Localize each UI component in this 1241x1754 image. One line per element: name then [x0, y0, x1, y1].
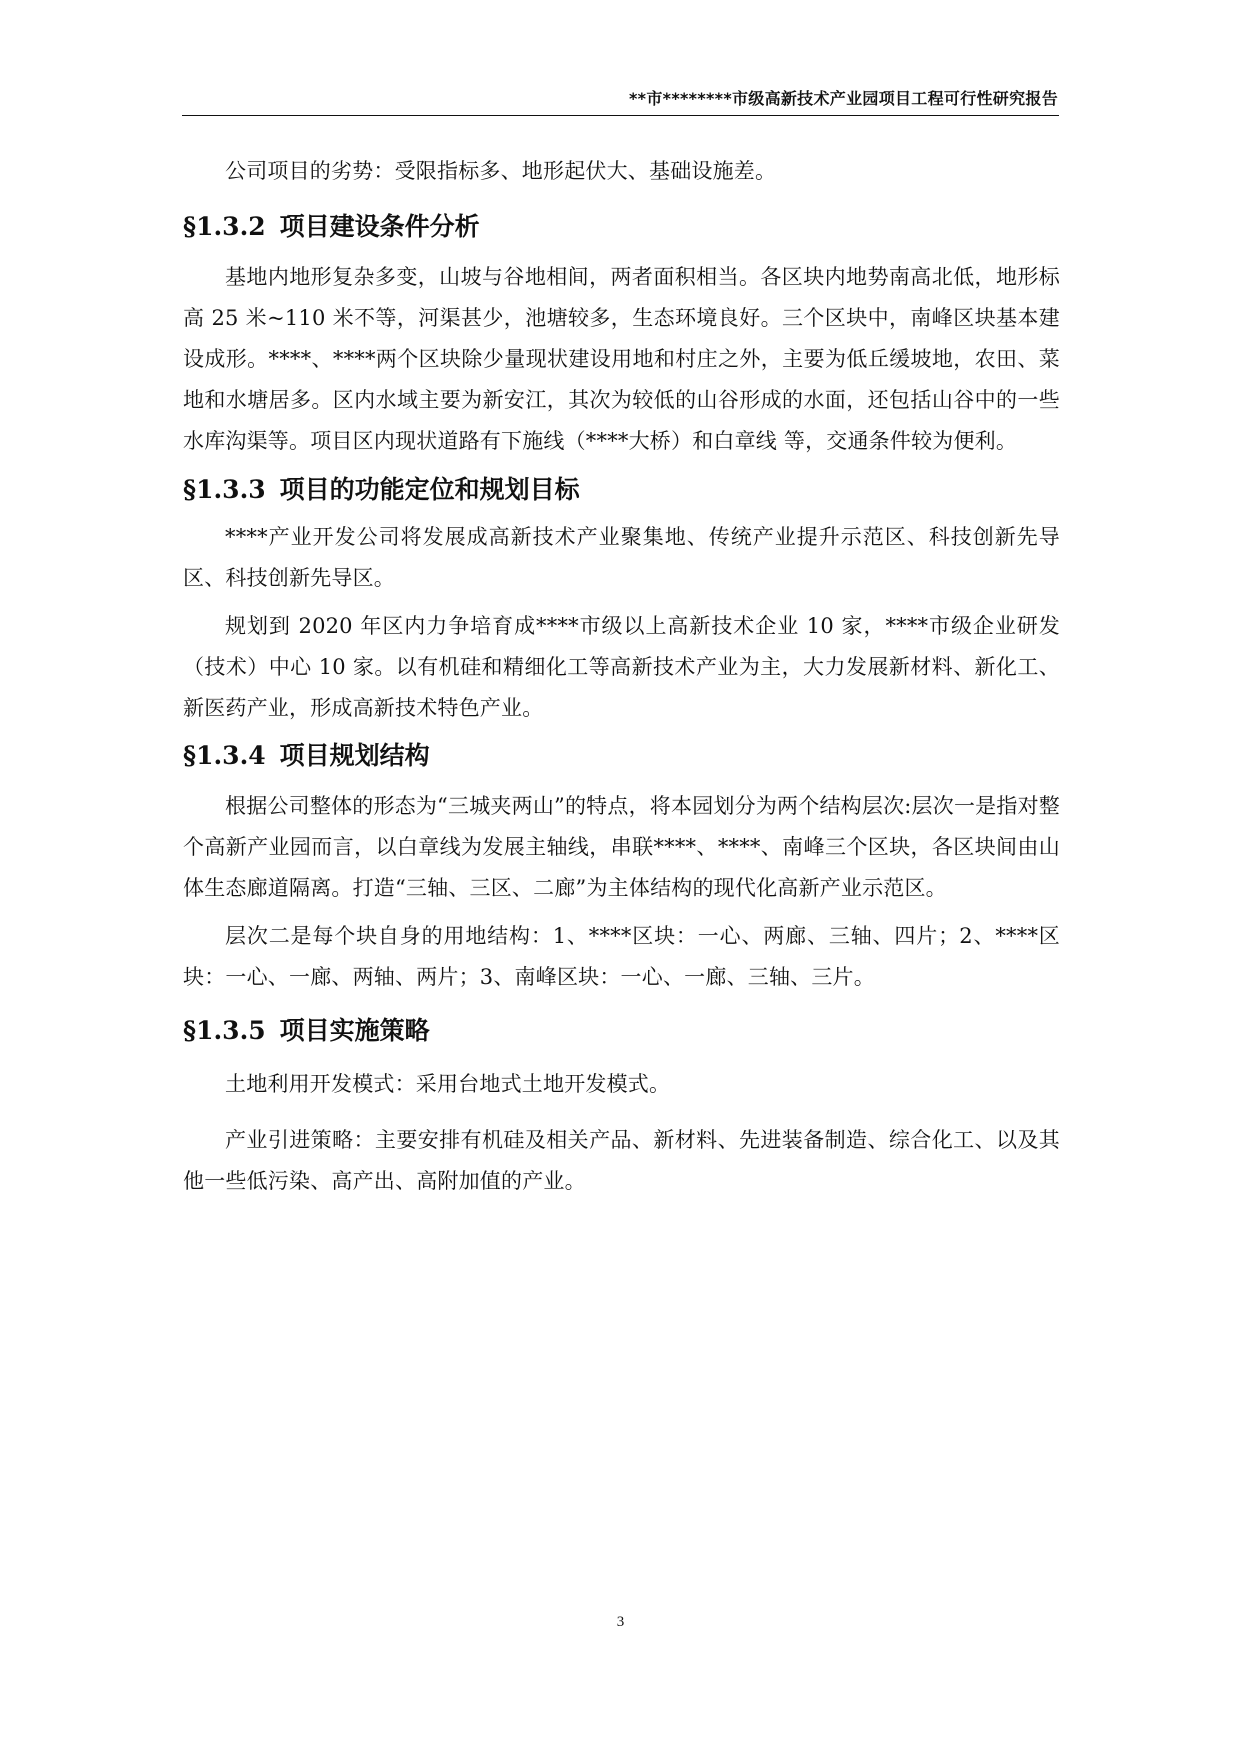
header-divider	[182, 115, 1059, 116]
intro-paragraph: 公司项目的劣势：受限指标多、地形起伏大、基础设施差。	[225, 159, 777, 183]
body-paragraph: 规划到 2020 年区内力争培育成****市级以上高新技术企业 10 家，****市级企业研发（技术）中心 10 家。以有机硅和精细化工等高新技术产业为主，大力发展新材料、新化工、新医药产业，形成高新技术特色产业。	[183, 614, 1060, 720]
section-number: §1.3.2	[183, 212, 266, 241]
section-number: §1.3.4	[183, 741, 266, 770]
section-heading-1-3-3	[183, 472, 1060, 508]
body-paragraph: 根据公司整体的形态为“三城夹两山”的特点，将本园划分为两个结构层次:层次一是指对整个高新产业园而言，以白章线为发展主轴线，串联****、****、南峰三个区块，各区块间由山体生态廊道隔离。打造“三轴、三区、二廊”为主体结构的现代化高新产业示范区。	[183, 794, 1060, 900]
section-number: §1.3.5	[183, 1016, 266, 1045]
section-title: 项目实施策略	[279, 1016, 430, 1045]
running-header-title: **市********市级高新技术产业园项目工程可行性研究报告	[629, 89, 1058, 108]
document-body	[183, 151, 1060, 1202]
body-paragraph: 产业引进策略：主要安排有机硅及相关产品、新材料、先进装备制造、综合化工、以及其他一些低污染、高产出、高附加值的产业。	[183, 1128, 1060, 1193]
section-title: 项目的功能定位和规划目标	[279, 475, 580, 504]
section-title: 项目建设条件分析	[279, 212, 480, 241]
body-paragraph: ****产业开发公司将发展成高新技术产业聚集地、传统产业提升示范区、科技创新先导区、科技创新先导区。	[183, 525, 1060, 590]
body-paragraph: 土地利用开发模式：采用台地式土地开发模式。	[225, 1072, 671, 1096]
section-title: 项目规划结构	[279, 741, 430, 770]
body-paragraph: 基地内地形复杂多变，山坡与谷地相间，两者面积相当。各区块内地势南高北低，地形标高 25 米~110 米不等，河渠甚少，池塘较多，生态环境良好。三个区块中，南峰区块基本建设成形。****、****两个区块除少量现状建设用地和村庄之外，主要为低丘缓坡地，农田、菜地和水塘居多。区内水域主要为新安江，其次为较低的山谷形成的水面，还包括山谷中的一些水库沟渠等。项目区内现状道路有下施线（****大桥）和白章线 等，交通条件较为便利。	[183, 265, 1060, 453]
section-heading-1-3-2	[183, 209, 1060, 245]
section-heading-1-3-4	[183, 738, 1060, 774]
section-number: §1.3.3	[183, 475, 266, 504]
body-paragraph: 层次二是每个块自身的用地结构：1、****区块：一心、两廊、三轴、四片；2、****区块：一心、一廊、两轴、两片；3、南峰区块：一心、一廊、三轴、三片。	[183, 924, 1060, 989]
section-heading-1-3-5	[183, 1013, 1060, 1049]
page-number: 3	[616, 1614, 625, 1630]
